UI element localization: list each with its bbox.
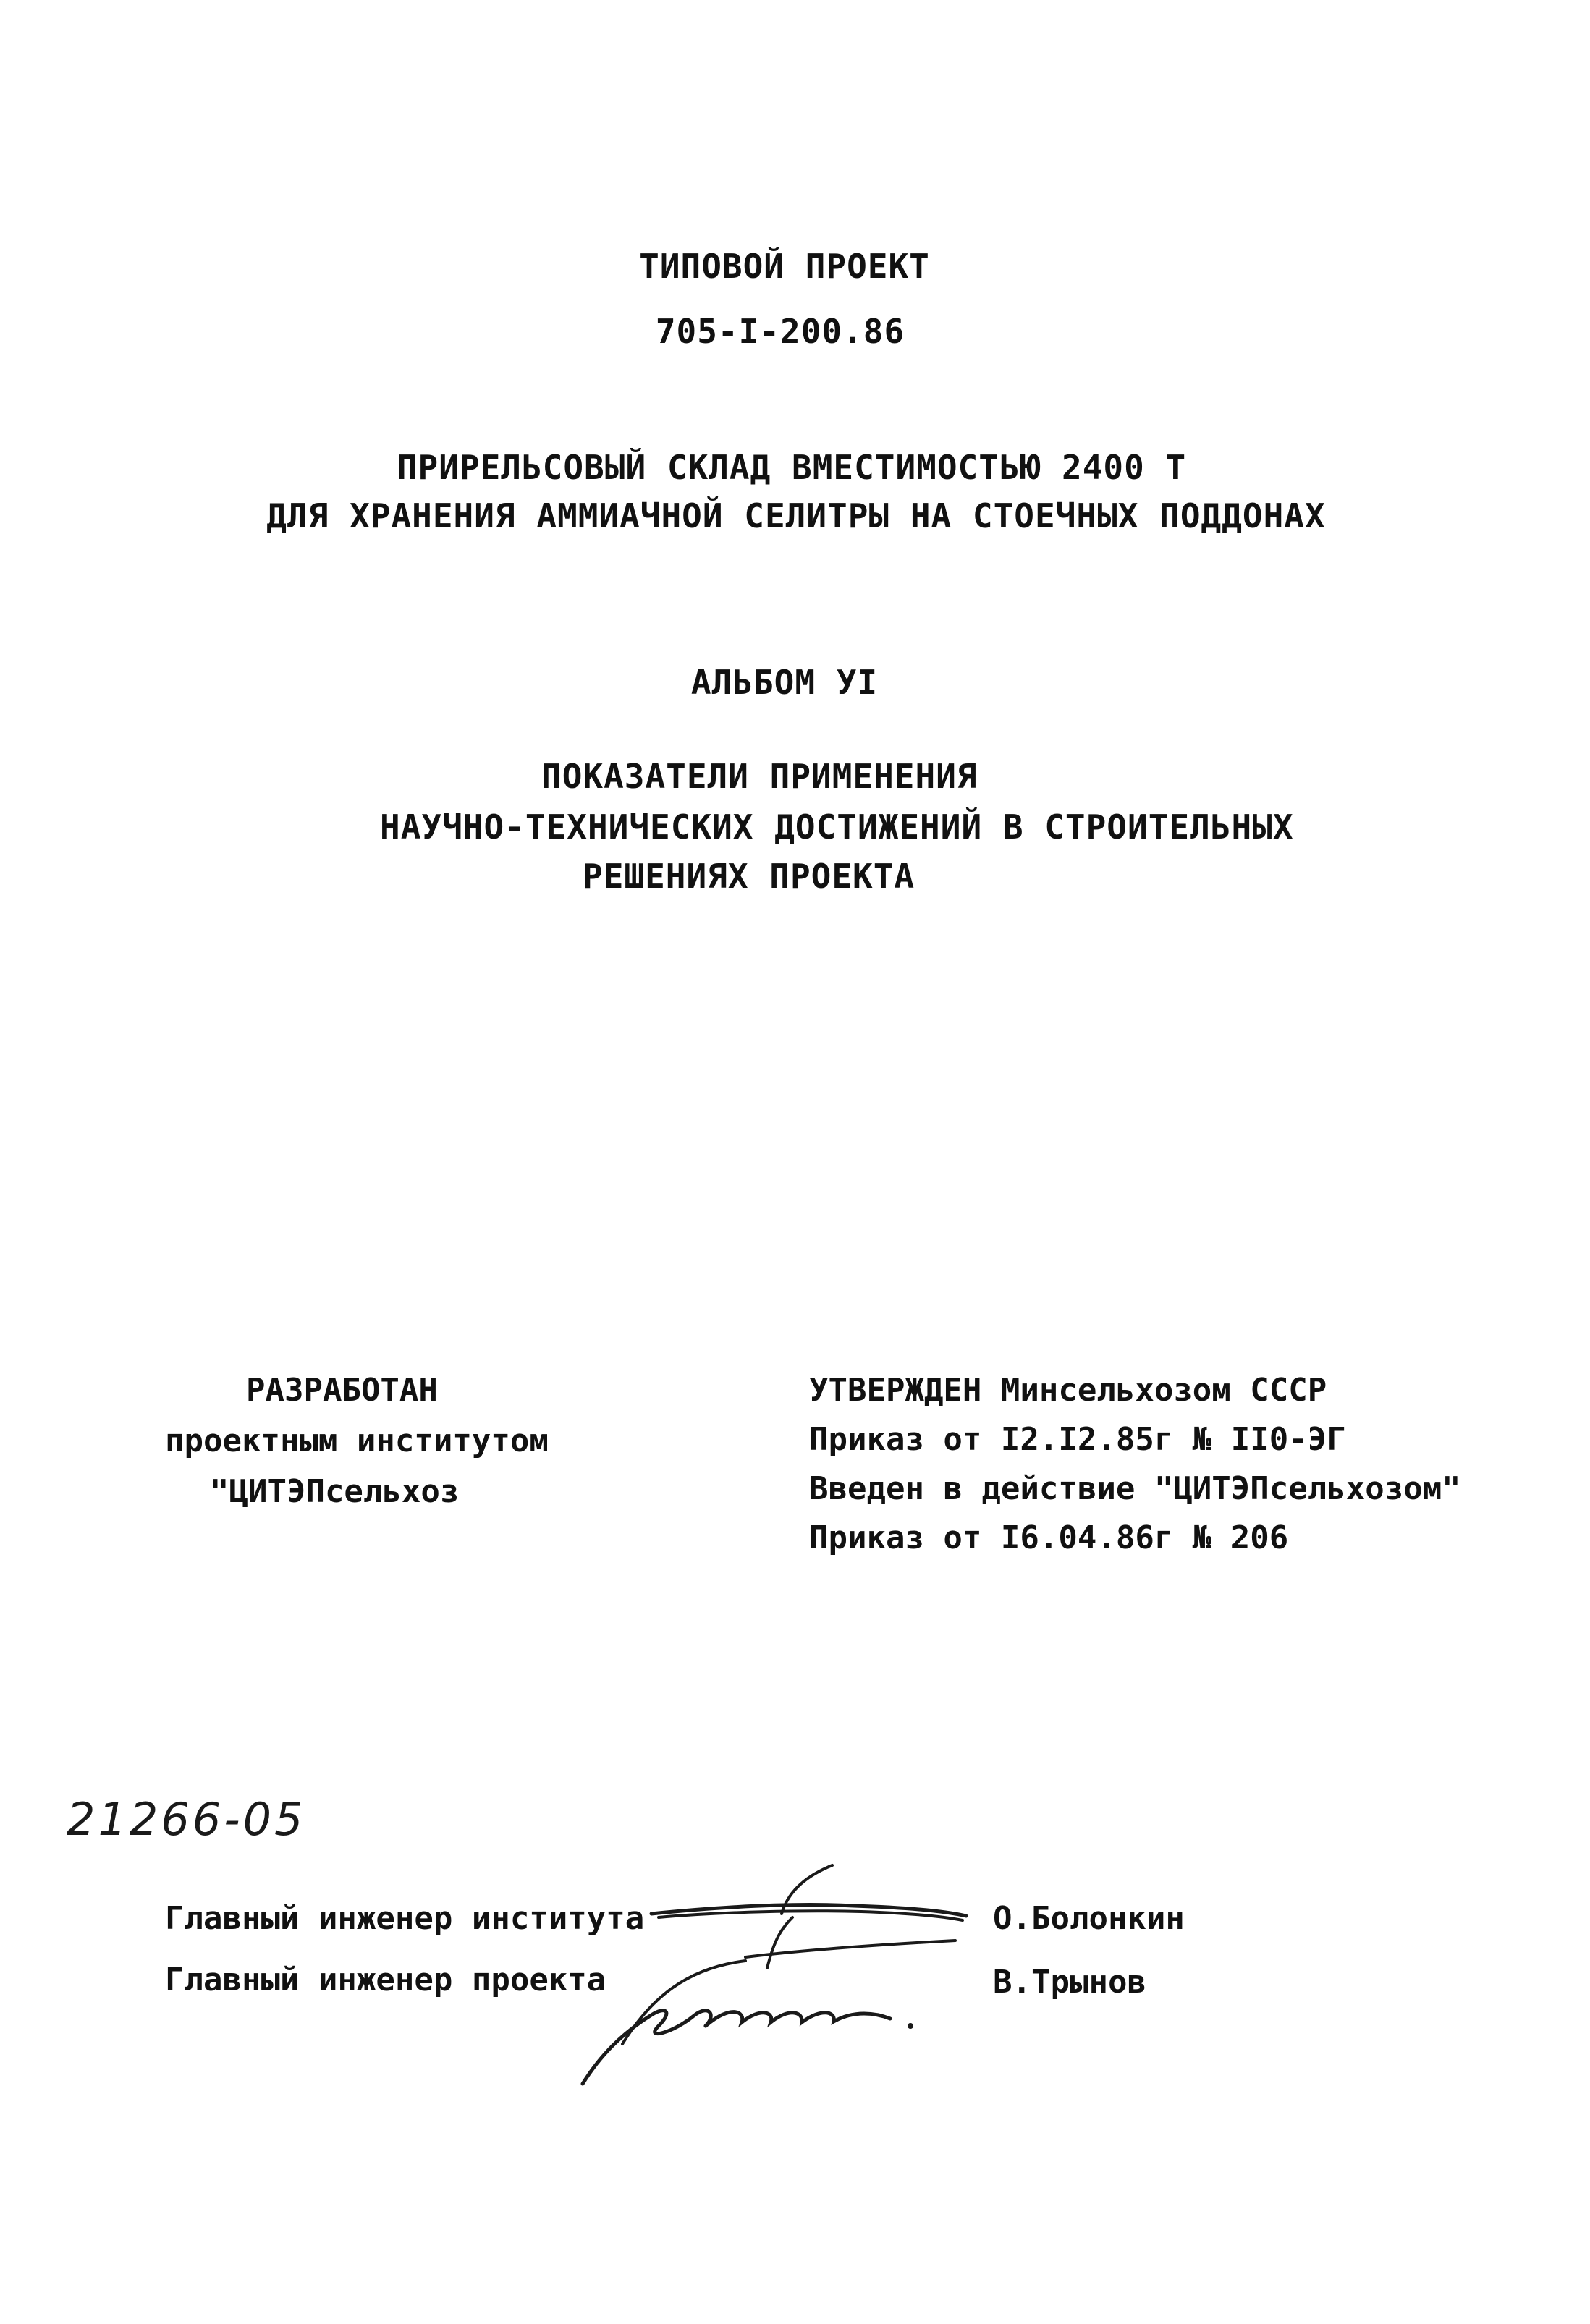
signature-role-1: Главный инженер института bbox=[165, 1900, 645, 1937]
subtitle-line-1: ПОКАЗАТЕЛИ ПРИМЕНЕНИЯ bbox=[541, 757, 978, 796]
approved-heading: УТВЕРЖДЕН Минсельхозом СССР bbox=[809, 1372, 1327, 1409]
title-line-2: ДЛЯ ХРАНЕНИЯ АММИАЧНОЙ СЕЛИТРЫ НА СТОЕЧНЫХ ПОДДОНАХ bbox=[266, 496, 1326, 535]
doc-type: ТИПОВОЙ ПРОЕКТ bbox=[639, 247, 930, 286]
developed-line-2: проектным институтом bbox=[165, 1422, 549, 1459]
album-label: АЛЬБОМ УI bbox=[690, 663, 879, 702]
subtitle-line-3: РЕШЕНИЯХ ПРОЕКТА bbox=[583, 857, 915, 896]
approved-enacted: Введен в действие "ЦИТЭПсельхозом" bbox=[809, 1470, 1461, 1507]
approved-order-1: Приказ от I2.I2.85г № II0-ЭГ bbox=[809, 1421, 1346, 1458]
developed-line-3: "ЦИТЭПсельхоз bbox=[210, 1473, 460, 1510]
signature-name-2: В.Трынов bbox=[993, 1964, 1146, 2001]
developed-heading: РАЗРАБОТАН bbox=[246, 1372, 438, 1409]
signature-scribble-2 bbox=[572, 1946, 948, 2098]
subtitle-line-2: НАУЧНО-ТЕХНИЧЕСКИХ ДОСТИЖЕНИЙ В СТРОИТЕЛЬНЫХ bbox=[380, 807, 1294, 847]
approved-order-2: Приказ от I6.04.86г № 206 bbox=[809, 1519, 1289, 1556]
doc-number: 705-I-200.86 bbox=[655, 312, 905, 351]
signature-role-2: Главный инженер проекта bbox=[165, 1962, 606, 1998]
title-line-1: ПРИРЕЛЬСОВЫЙ СКЛАД ВМЕСТИМОСТЬЮ 2400 Т bbox=[397, 448, 1187, 487]
inventory-number: 21266-05 bbox=[67, 1793, 306, 1846]
signature-name-1: О.Болонкин bbox=[993, 1900, 1185, 1937]
